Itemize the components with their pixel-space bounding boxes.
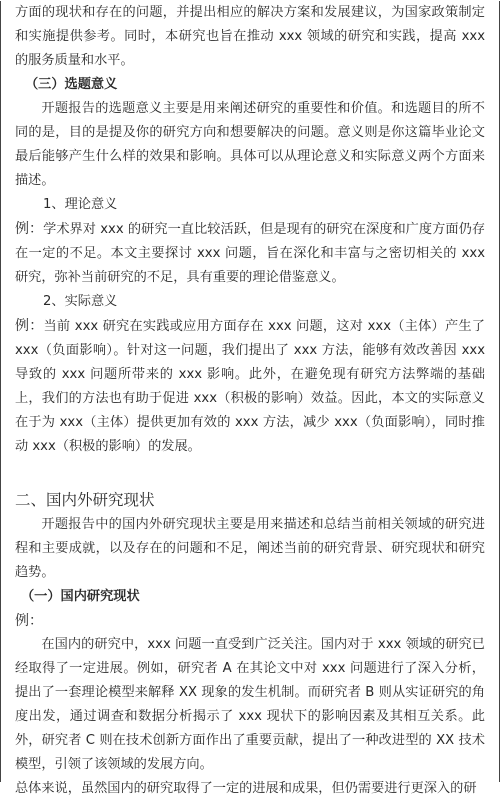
heading-practical-significance: 2、实际意义 [43, 294, 118, 309]
heading-domestic-research: （一）国内研究现状 [21, 589, 140, 604]
document-body [1, 1, 499, 801]
theoretical-example-text: 学术界对 xxx 的研究一直比较活跃，但是现有的研究在深度和广度方面仍存在一定的不足。本文主要探讨 xxx 问题，旨在深化和丰富与之密切相关的 xxx 研究，弥补当前研究的不足，具有重要的理论借鉴意义。 [15, 222, 486, 285]
example-label: 例： [15, 221, 44, 237]
paragraph-practical-example [15, 314, 485, 459]
paragraph-theoretical-example [15, 217, 485, 290]
paragraph-topic-significance: 开题报告的选题意义主要是用来阐述研究的重要性和价值。和选题目的所不同的是，目的是提及你的研究方向和想要解决的问题。意义则是你这篇毕业论文最后能够产生什么样的效果和影响。具体可以从理论意义和实际意义两个方面来描述。 [15, 101, 485, 188]
paragraph-research-status: 开题报告中的国内外研究现状主要是用来描述和总结当前相关领域的研究进程和主要成就，以及存在的问题和不足，阐述当前的研究背景、研究现状和研究趋势。 [15, 517, 485, 580]
heading-topic-significance: （三）选题意义 [25, 77, 118, 92]
example-label: 例： [15, 613, 43, 629]
practical-example-text: 当前 xxx 研究在实践或应用方面存在 xxx 问题，这对 xxx（主体）产生了 xxx（负面影响）。针对这一问题，我们提出了 xxx 方法，能够有效改善因 xxx 导致的 xxx 问题所带来的 xxx 影响。此外，在避免现有研究方法弊端的基础上，我们的方法也有助于促进 xxx（积极的影响）效益。因此，本文的实际意义在于为 xxx（主体）提供更加有效的 xxx 方法，减少 xxx（负面影响），同时推动 xxx（积极的影响）的发展。 [15, 319, 485, 454]
paragraph-summary: 总体来说，虽然国内的研究取得了一定的进展和成果，但仍需要进行更深入的研 [15, 781, 477, 796]
example-label: 例： [15, 318, 44, 334]
paragraph-continued: 方面的现状和存在的问题，并提出相应的解决方案和发展建议，为国家政策制定和实施提供参考。同时，本研究也旨在推动 xxx 领域的研究和实践，提高 xxx 的服务质量和水平。 [15, 5, 485, 68]
paragraph-domestic-research: 在国内的研究中，xxx 问题一直受到广泛关注。国内对于 xxx 领域的研究已经取得了一定进展。例如，研究者 A 在其论文中对 xxx 问题进行了深入分析，提出了一套理论模型来解释 XX 现象的发生机制。而研究者 B 则从实证研究的角度出发，通过调查和数据分析揭示了 xxx 现状下的影响因素及其相互关系。此外，研究者 C 则在技术创新方面作出了重要贡献，提出了一种改进型的 XX 技术模型，引领了该领域的发展方向。 [15, 637, 485, 772]
heading-research-status: 二、国内外研究现状 [15, 491, 155, 509]
heading-theoretical-significance: 1、理论意义 [43, 197, 118, 212]
document-page [0, 1, 500, 796]
